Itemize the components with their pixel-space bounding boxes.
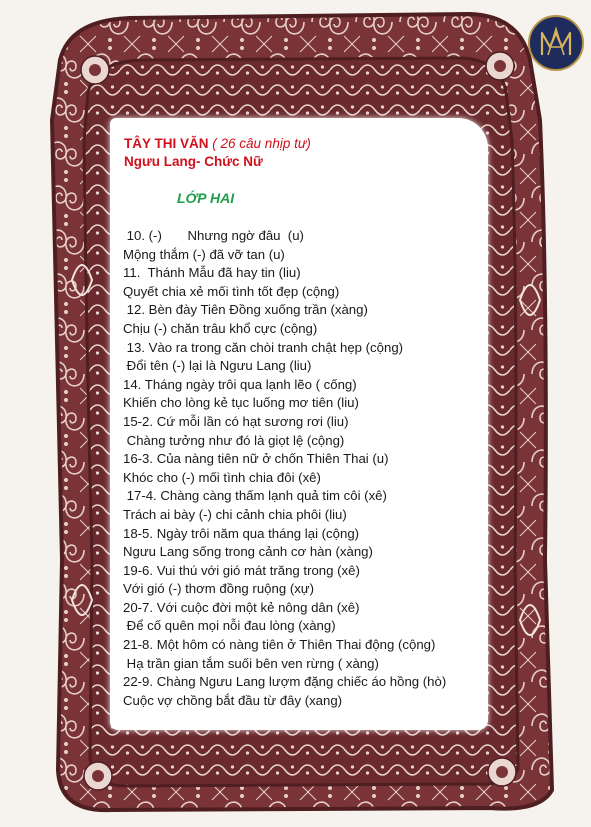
verse-line: Hạ trần gian tắm suối bên ven rừng ( xàng) [123, 655, 379, 671]
verse-line: Chịu (-) chăn trâu khổ cực (cộng) [123, 320, 318, 336]
verse-line: Khóc cho (-) mối tình chia đôi (xê) [123, 469, 321, 485]
verse-line: Mộng thắm (-) đã vỡ tan (u) [123, 246, 285, 262]
verse-list [123, 227, 495, 710]
document-subtitle: Ngưu Lang- Chức Nữ [124, 154, 263, 169]
verse-line: Khiến cho lòng kẻ tục luống mơ tiên (liu) [123, 395, 359, 411]
title-main: TÂY THI VĂN [124, 136, 209, 151]
verse-line: Đổi tên (-) lại là Ngưu Lang (liu) [123, 358, 312, 374]
verse-line: Ngưu Lang sống trong cảnh cơ hàn (xàng) [123, 544, 373, 560]
verse-line: Quyết chia xẻ mối tình tốt đẹp (cộng) [123, 283, 340, 299]
verse-line: 17-4. Chàng càng thấm lạnh quả tim côi (xê) [123, 488, 387, 504]
verse-line: 20-7. Với cuộc đời một kẻ nông dân (xê) [123, 599, 360, 615]
verse-line: 14. Tháng ngày trôi qua lạnh lẽo ( cống) [123, 376, 357, 392]
verse-line: Với gió (-) thơm đồng ruộng (xự) [123, 581, 315, 597]
verse-line: 18-5. Ngày trôi năm qua tháng lại (cộng) [123, 525, 360, 541]
verse-line: Trách ai bày (-) chi cảnh chia phôi (liu) [123, 506, 347, 522]
verse-line: 12. Bèn đày Tiên Đồng xuống trần (xàng) [123, 302, 368, 318]
document-title [124, 136, 311, 151]
verse-line: 19-6. Vui thú với gió mát trăng trong (xê) [123, 562, 360, 578]
title-note: ( 26 câu nhịp tư) [212, 136, 311, 151]
verse-line: 16-3. Của nàng tiên nữ ở chốn Thiên Thai (u) [123, 451, 389, 467]
verse-line: 11. Thánh Mẫu đã hay tin (liu) [123, 265, 301, 281]
verse-line: 13. Vào ra trong căn chòi tranh chật hẹp (cộng) [123, 339, 404, 355]
verse-line: 10. (-) Nhưng ngờ đâu (u) [123, 228, 304, 243]
section-heading: LỚP HAI [177, 190, 235, 206]
ma-monogram-icon [528, 15, 584, 71]
verse-line: Cuộc vợ chồng bắt đầu từ đây (xang) [123, 692, 343, 708]
verse-line: 15-2. Cứ mỗi lần có hạt sương rơi (liu) [123, 413, 349, 429]
verse-line: Để cố quên mọi nỗi đau lòng (xàng) [123, 618, 336, 634]
verse-line: 22-9. Chàng Ngưu Lang lượm đặng chiếc áo hồng (hò) [123, 674, 447, 690]
verse-line: 21-8. Một hôm có nàng tiên ở Thiên Thai động (cộng) [123, 637, 436, 653]
verse-line: Chàng tưởng như đó là giọt lệ (cộng) [123, 432, 345, 448]
